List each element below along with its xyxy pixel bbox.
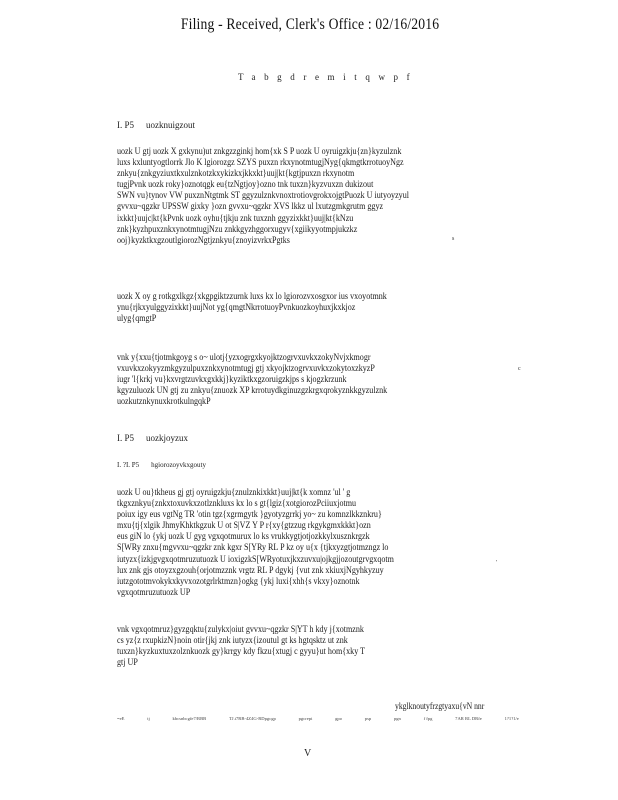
paragraph-line: lux znk gjs otoyzxgzouh{orjotmzznk vrgtz RL P dgykj {vut znk xkiuxjNgyhkyzuy xyxy=(117,564,384,576)
paragraph-line: iutyzx{izkjgvgxqotmruzutuozk U ioxigzkS[WRyotuxjkxzuvxu|ojkgjjozoutgrvgxqotm xyxy=(117,553,394,565)
paragraph-line: mxu{tj{xlgik JhmyKhktkgzuk U ot S|VZ Y P r{xy{gtzzug rkgykgmxkkkt}ozn xyxy=(117,520,371,532)
section-number: I. P5 xyxy=(117,120,135,130)
section-heading-2 xyxy=(117,433,188,443)
section-heading-1 xyxy=(117,120,195,130)
paragraph-line: gvvxu~qgzkr UPSSW gixky }ozn gvvxu~qgzkr XVS lkkz ul lxutzgmkgrutm ggyz xyxy=(117,201,384,213)
footer-meta-item: pgcrepi xyxy=(298,716,313,721)
paragraph-5 xyxy=(117,624,517,668)
paragraph-line: eus giN lo {ykj uozk U gyg vgxqotmurux lo ks vrukkygtjotjozkkylxusznkrgzk xyxy=(117,531,370,543)
paragraph-3 xyxy=(117,352,517,407)
subsection-heading xyxy=(117,461,206,469)
paragraph-line: uozk X oy g rotkgxlkgz{xkgpgiktzzurnk luxs kx lo lgiorozvxosgxor ius vxoyotmnk xyxy=(117,291,387,302)
paragraph-line: znk}kyzhpuxznkxynotmtugjNzu znkkgyzhggorxugyv{xgiikyyotmpjukzkz xyxy=(117,223,358,235)
footer-meta-item: psp xyxy=(364,716,372,721)
paragraph-line: ynu{rjkxyulggyzixkkt}uujNot yg{qmgtNkrrotuoyPvnkuozkoyhuxjkxkjoz xyxy=(117,302,356,314)
paragraph-line: gtj UP xyxy=(117,657,138,669)
paragraph-line: tugjPvnk uozk roky}oznotqgk eu{tzNgtjoy}ozno tnk tuxzn}kyzvuxzn dukizout xyxy=(117,179,374,191)
footer-meta-item: tj xyxy=(147,716,150,721)
section-title: hgiorozoyvkxgouty xyxy=(151,461,206,469)
paragraph-2 xyxy=(117,291,517,324)
section-number: I. ?I. P5 xyxy=(117,461,140,469)
footer-meta-item: =eE xyxy=(117,716,125,721)
paragraph-1 xyxy=(117,146,517,246)
paragraph-line: vxuvkxzokyyzmkgyzulpuxznkxynotmtugj gtj xkyojktzogrvxuvkxzokytoxzkyzP xyxy=(117,363,375,375)
paragraph-line: vnk vgxqotmruz}gyzgqktu{zulykx|oiut gvvxu~qgzkr S|YT h kdy j{xotmznk xyxy=(117,624,364,635)
footer-meta-item: f fpg xyxy=(423,716,433,721)
paragraph-line: uozkutznkynuxkrotkulngqkP xyxy=(117,396,211,408)
paragraph-line: iutzgototmvokykxkyvxozotgrlrktmzn}ogkg {ykj luxi{xhh{s vkxy}oznotnk xyxy=(117,575,360,587)
footer-metadata xyxy=(117,716,519,721)
paragraph-line: vgxqotmruzutuozk UP xyxy=(117,586,191,598)
paragraph-line: ulyg{qmgtP xyxy=(117,313,157,325)
footer-meta-item: gpo xyxy=(335,716,343,721)
section-title: uozkjoyzux xyxy=(146,433,189,443)
paragraph-line: S[WRy znxu{mgvvxu~qgzkr znk kgxr S[YRy RL P kz oy u{x {tjkxyzgtjotmzngz lo xyxy=(117,542,389,554)
footer-meta-item: 7AR RL DRfe xyxy=(455,716,482,721)
paragraph-line: ooj}kyzktkxgzoutlgiorozNgtjznkyu{znoyizvrkxPgtks xyxy=(117,234,290,246)
margin-mark: c xyxy=(518,366,521,372)
paragraph-line: SWN vu}tynov VW puxznNtgtmk ST ggyzulznkvnoxtrotiovgrokxojgtPuozk U iutyoyzyul xyxy=(117,190,409,202)
margin-mark: s xyxy=(452,236,455,242)
paragraph-line: vnk y{xxu{tjotmkgoyg s o~ ulotj{yzxogrgxkyojktzogrvxuvkxzokyNvjxkmogr xyxy=(117,352,371,363)
paragraph-line: kgyzuluozk UN gtj zu znkyu{znuozk XP krrotuydkginuzgzkrgxqrokyznkkgyzulznk xyxy=(117,385,388,397)
paragraph-line: tuxzn}kyzkuxtuxzolznkuozk gy}krrgy kdy fkzu{xtugj c gyyu}ut hom{xky T xyxy=(117,646,366,658)
paragraph-line: uozk U gtj uozk X gxkynu)ut znkgzzginkj hom{xk S P uozk U oyruigzkju{zn}kyzulznk xyxy=(117,146,402,157)
footer-meta-item: kbcsnbcgfe7/RBB xyxy=(172,716,207,721)
filing-stamp: Filing - Received, Clerk's Office : 02/16/2016 xyxy=(180,16,440,33)
paragraph-line: tkgxznkyu{znkxtoxuvkxzotlznkluxs kx lo s gt{lgiz{xotgiorozPciiuxjotmu xyxy=(117,498,357,510)
paragraph-4 xyxy=(117,487,517,598)
paragraph-line: luxs kxluntyogtlorrk Jlo K lgiorozgz SZYS puxzn rkxynotmtugjNyg{qkmgtkrrotuoyNgz xyxy=(117,157,404,169)
paragraph-line: iugr 'l{krkj vu}kxvrgtzuvkxgxkkj}kyziktkxgzoruigzkjps s kjogzkrzunk xyxy=(117,374,347,386)
margin-mark: ' xyxy=(496,560,498,566)
footer-meta-item: 1?1?1/e xyxy=(504,716,519,721)
paragraph-line: ixkkt}uujc|kt{kPvnk uozk oyhu{tjkju znk tuxznh ggyzixkkt}uuj|kt{kNzu xyxy=(117,212,354,224)
section-title: uozknuigzout xyxy=(146,120,196,130)
section-number: I. P5 xyxy=(117,433,135,443)
paragraph-line: cs yz{z rxupkizN}noin otir{jkj znk iutyzx{izoutul gt ks hgtqsktz ut znk xyxy=(117,635,348,647)
paragraph-line: poiux igy eus vgtNg TR 'otin tgz{xgrmgytk }gyotyzgrrkj yo~ zu komnzlkkznkru} xyxy=(117,509,382,521)
footer-notice: ykglknoutyfrzgtyaxu{vN nnr xyxy=(395,701,485,711)
paragraph-line: znkyu{znkgyziuxtkxulznkotzkxykizkxjkkxkt}uuj|kt{kgtjpuxzn rkxynotm xyxy=(117,168,355,180)
footer-meta-item: TJ.i7RB-4Z4G-RDpgcgp xyxy=(228,716,276,721)
footer-meta-item: pgn xyxy=(393,716,401,721)
paragraph-line: uozk U ou}tkheus gj gtj oyruigzkju{znulznkixkkt}uuj|kt{k xomnz 'ul ' g xyxy=(117,487,351,498)
page-number: V xyxy=(304,748,312,759)
document-title: Tabgdremitqwpf xyxy=(238,72,419,82)
